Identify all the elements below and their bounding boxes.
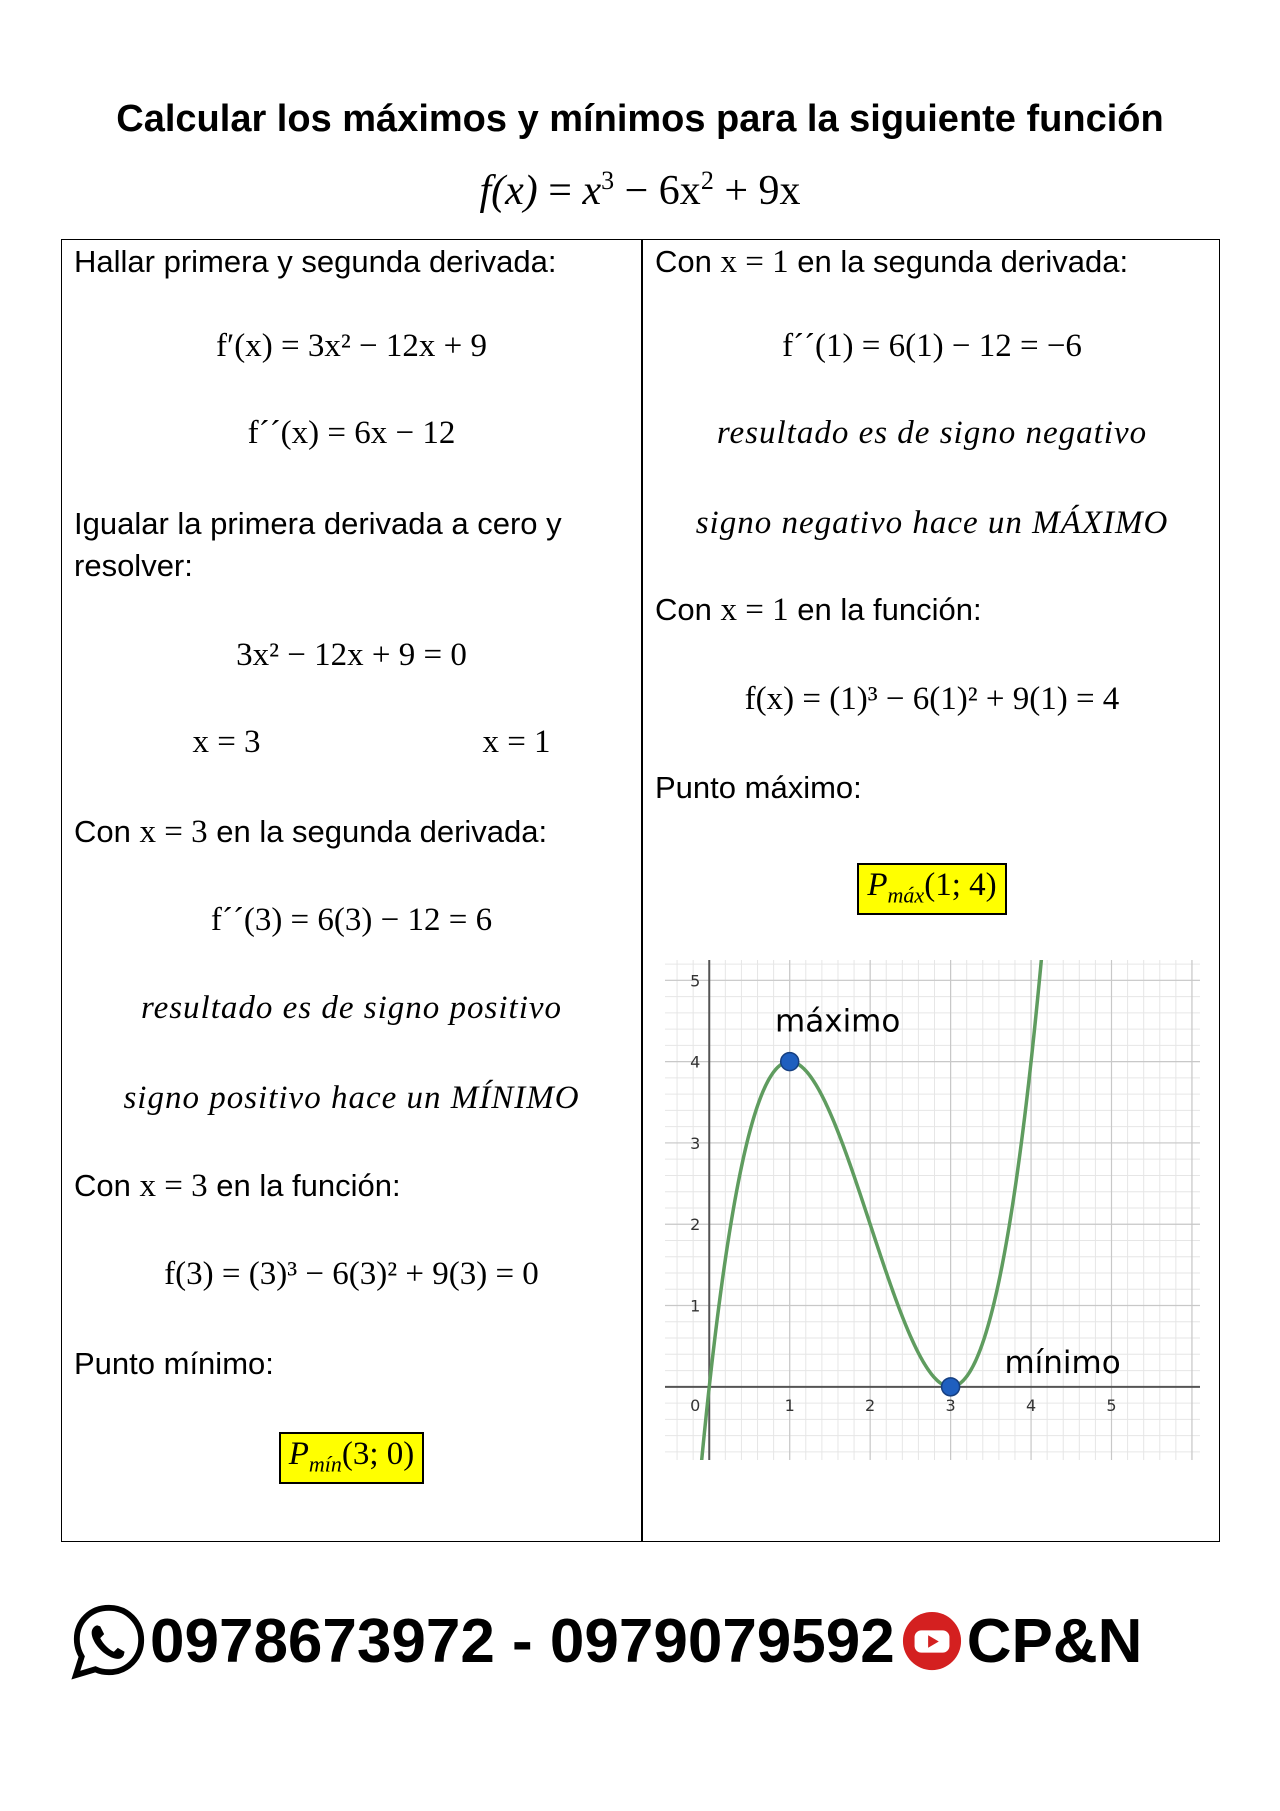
main-eq-term1: x (582, 168, 602, 214)
point-label: P (867, 867, 888, 903)
result-positive-sign: resultado es de signo positivo (140, 990, 563, 1026)
x-tick-label: 4 (1025, 1395, 1037, 1415)
root-x3: x = 3 (192, 724, 261, 760)
main-eq-exp2: 2 (700, 166, 714, 195)
main-eq-term3: + 9x (713, 168, 801, 214)
minimum-label: mínimo (1004, 1344, 1121, 1381)
youtube-icon (901, 1610, 963, 1672)
y-tick-label: 2 (690, 1215, 701, 1235)
point-coords: (3; 0) (341, 1436, 415, 1472)
maximum-point (781, 1053, 799, 1071)
main-equation (0, 166, 1280, 215)
function-at-1: f(x) = (1)³ − 6(1)² + 9(1) = 4 (744, 681, 1120, 717)
whatsapp-icon (70, 1602, 148, 1680)
heading-math: x = 1 (720, 592, 789, 628)
x-tick-label: 1 (784, 1395, 795, 1415)
minimum-point (942, 1378, 960, 1396)
left-heading-solve-l2: resolver: (74, 548, 193, 583)
heading-text: Con (74, 814, 140, 849)
heading-text: Con (655, 592, 721, 627)
heading-text: en la segunda derivada: (207, 814, 548, 849)
max-point-box-wrap (643, 863, 1221, 915)
left-heading-function (74, 1168, 401, 1205)
heading-math: x = 3 (139, 1168, 208, 1204)
x-tick-label: 2 (865, 1395, 876, 1415)
maximum-conclusion: signo negativo hace un MÁXIMO (695, 505, 1169, 541)
heading-math: x = 3 (139, 814, 208, 850)
main-eq-lhs: f(x) (479, 168, 538, 214)
second-derivative-at-3: f´´(3) = 6(3) − 12 = 6 (210, 902, 493, 938)
max-point-box (857, 863, 1006, 915)
right-heading-second-derivative (655, 244, 1128, 281)
y-tick-label: 3 (690, 1133, 701, 1153)
equation-zero: 3x² − 12x + 9 = 0 (236, 637, 467, 673)
point-subscript: máx (887, 882, 925, 908)
heading-text: Con (74, 1168, 140, 1203)
main-eq-exp1: 3 (601, 166, 615, 195)
right-heading-max-point: Punto máximo: (655, 770, 862, 805)
y-tick-label: 4 (690, 1052, 701, 1072)
result-negative-sign: resultado es de signo negativo (716, 415, 1148, 451)
main-eq-term2: − 6x (614, 168, 701, 214)
root-x1: x = 1 (482, 724, 551, 760)
min-point-box (279, 1432, 425, 1484)
left-heading-solve-l1: Igualar la primera derivada a cero y (74, 506, 562, 541)
x-tick-label: 0 (690, 1395, 701, 1415)
function-at-3: f(3) = (3)³ − 6(3)² + 9(3) = 0 (164, 1256, 539, 1292)
phone-numbers: 0978673972 - 0979079592 (150, 1606, 895, 1676)
heading-text: en la función: (788, 592, 982, 627)
second-derivative: f´´(x) = 6x − 12 (247, 415, 456, 451)
footer-contact (70, 1596, 1230, 1686)
left-heading-min-point: Punto mínimo: (74, 1346, 274, 1381)
right-heading-function (655, 592, 982, 629)
x-tick-label: 3 (945, 1395, 956, 1415)
heading-text: en la función: (207, 1168, 401, 1203)
heading-text: Con (655, 244, 721, 279)
minimum-conclusion: signo positivo hace un MÍNIMO (123, 1080, 580, 1116)
first-derivative: f′(x) = 3x² − 12x + 9 (216, 328, 487, 364)
heading-text: en la segunda derivada: (788, 244, 1129, 279)
y-tick-label: 5 (690, 971, 701, 991)
function-graph (665, 960, 1200, 1460)
brand-name: CP&N (966, 1606, 1143, 1676)
maximum-label: máximo (775, 1003, 901, 1040)
second-derivative-at-1: f´´(1) = 6(1) − 12 = −6 (782, 328, 1082, 364)
x-tick-label: 5 (1106, 1395, 1117, 1415)
left-heading-derivatives: Hallar primera y segunda derivada: (74, 244, 557, 279)
left-column (62, 240, 641, 1541)
y-tick-label: 1 (690, 1296, 701, 1316)
point-subscript: mín (308, 1451, 342, 1477)
left-heading-second-derivative (74, 814, 547, 851)
min-point-box-wrap (62, 1432, 641, 1484)
heading-math: x = 1 (720, 244, 789, 280)
main-eq-equals: = (537, 168, 583, 214)
point-coords: (1; 4) (924, 867, 997, 903)
page-title: Calcular los máximos y mínimos para la siguiente función (116, 98, 1164, 140)
point-label: P (288, 1436, 309, 1472)
